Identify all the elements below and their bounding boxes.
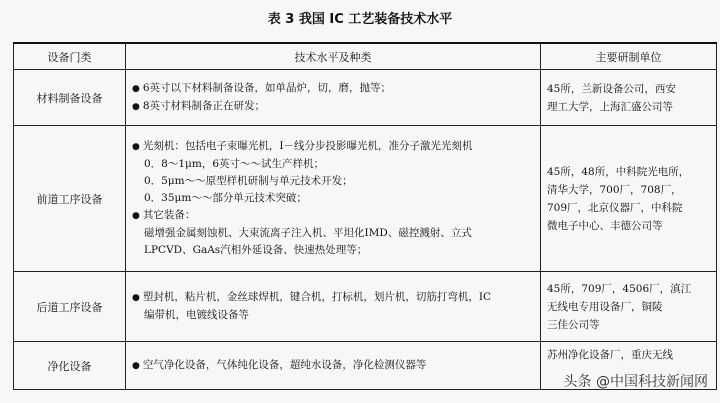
tech-cell (126, 272, 541, 342)
tech-text: 塑封机，粘片机，金丝球焊机，键合机，打标机，划片机，切筋打弯机，IC (142, 291, 492, 303)
bullet-icon: ● (132, 83, 140, 94)
category-cell: 前道工序设备 (14, 126, 126, 272)
tech-text: 光刻机：包括电子束曝光机，I－线分步投影曝光机，准分子激光光刻机 (142, 140, 473, 152)
tech-text: 编带机，电镀线设备等 (144, 309, 249, 321)
tech-text: 0．8～1μm，6英寸～～试生产样机； (144, 158, 325, 170)
unit-line: 理工大学，上海汇盛公司等 (547, 100, 673, 113)
unit-line: 苏州净化设备厂，重庆无线 (547, 349, 673, 361)
bullet-icon: ● (132, 211, 140, 221)
tech-text: 0．5μm～～原型样机研制与单元技术开发； (144, 175, 353, 187)
list-item (132, 289, 534, 307)
tech-text: 6英寸以下材料制备设备，如单晶炉，切，磨，抛等； (142, 81, 392, 94)
header-row (14, 43, 717, 70)
unit-line: 45所，兰新设备公司，西安 (547, 82, 676, 95)
table-row (14, 272, 717, 342)
tech-text: 其它装备： (142, 209, 196, 221)
tech-text: 磁增强金属刻蚀机、大束流离子注入机、平坦化IMD、磁控溅射、立式 (144, 227, 472, 239)
table-row (14, 126, 717, 272)
units-cell (541, 272, 717, 342)
bullet-icon: ● (132, 101, 140, 112)
list-item (132, 357, 534, 375)
tech-cell (126, 70, 541, 126)
category-cell: 后道工序设备 (14, 272, 126, 342)
list-item (132, 80, 534, 98)
header-category: 设备门类 (14, 43, 126, 70)
bullet-icon: ● (132, 360, 140, 371)
watermark: 头条 @中国科技新闻网 (563, 374, 708, 390)
unit-line: 45所，48所，中科院光电所， (547, 165, 690, 178)
units-cell (541, 70, 717, 126)
header-units: 主要研制单位 (541, 43, 717, 70)
category-cell: 净化设备 (14, 342, 126, 390)
tech-text: LPCVD、GaAs汽相外延设备、快速热处理等； (144, 244, 368, 256)
tech-text: 空气净化设备，气体纯化设备，超纯水设备，净化检测仪器等 (142, 358, 427, 371)
header-tech: 技术水平及种类 (126, 43, 541, 70)
unit-line: 三佳公司等 (547, 318, 600, 331)
list-item (132, 98, 534, 116)
list-item (132, 138, 534, 156)
list-item (132, 207, 534, 225)
bullet-icon: ● (132, 142, 140, 152)
equipment-table (13, 42, 717, 390)
unit-line: 无线电专用设备厂，铜陵 (547, 300, 663, 313)
tech-text: 8英寸材料制备正在研发； (142, 99, 266, 112)
unit-line: 45所，709厂，4506厂，滇江 (547, 282, 692, 295)
unit-line: 微电子中心、丰德公司等 (547, 219, 663, 232)
tech-cell (126, 342, 541, 390)
unit-line: 709厂，北京仪器厂，中科院 (547, 201, 683, 214)
tech-text: 0．35μm～～部分单元技术突破； (144, 192, 307, 204)
table-row (14, 70, 717, 126)
units-cell (541, 126, 717, 272)
table-title: 表 3 我国 IC 工艺装备技术水平 (267, 12, 453, 27)
bullet-icon: ● (132, 293, 140, 303)
tech-cell (126, 126, 541, 272)
unit-line: 清华大学，700厂，708厂， (547, 183, 682, 196)
category-cell: 材料制备设备 (14, 70, 126, 126)
